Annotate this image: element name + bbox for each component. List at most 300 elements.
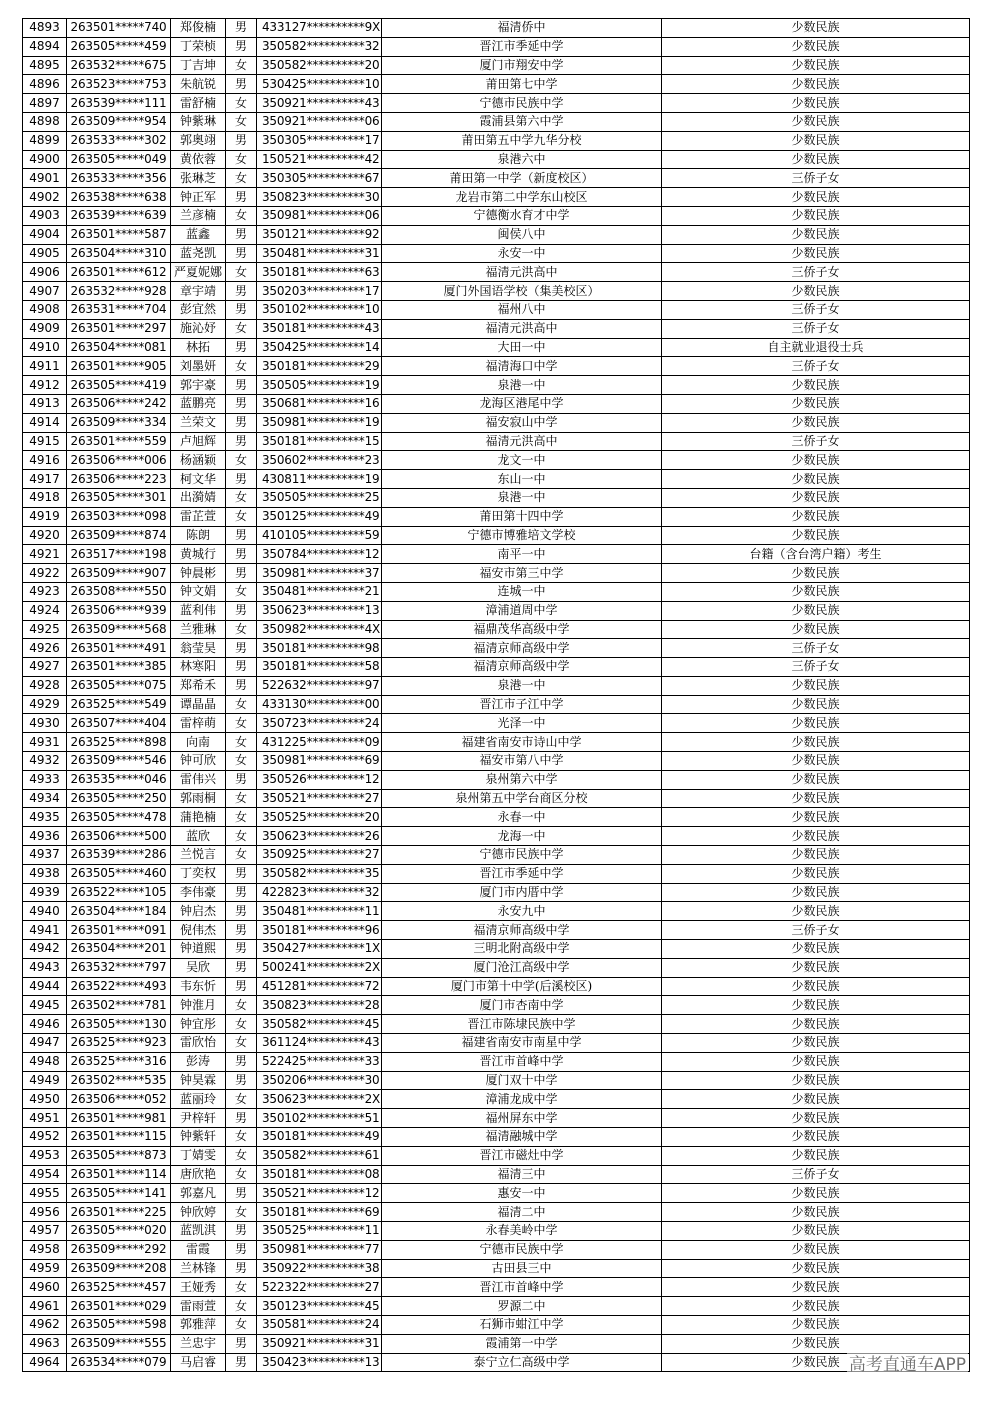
category-cell: 少数民族 [662, 620, 970, 639]
name-cell: 马启睿 [171, 1353, 226, 1372]
seq-cell: 4919 [23, 507, 67, 526]
exam-id-cell: 263505*****478 [67, 808, 171, 827]
exam-id-cell: 263509*****334 [67, 413, 171, 432]
gender-cell: 女 [226, 507, 257, 526]
school-cell: 晋江市季延中学 [382, 37, 662, 56]
gender-cell: 女 [226, 1034, 257, 1053]
seq-cell: 4963 [23, 1334, 67, 1353]
school-cell: 罗源二中 [382, 1297, 662, 1316]
exam-id-cell: 263505*****130 [67, 1015, 171, 1034]
table-row [23, 1034, 970, 1053]
table-row [23, 112, 970, 131]
seq-cell: 4944 [23, 977, 67, 996]
seq-cell: 4911 [23, 357, 67, 376]
gender-cell: 男 [226, 19, 257, 38]
category-cell: 少数民族 [662, 1240, 970, 1259]
id-card-cell: 350181**********08 [257, 1165, 382, 1184]
name-cell: 钟昊霖 [171, 1071, 226, 1090]
exam-id-cell: 263539*****111 [67, 94, 171, 113]
category-cell: 少数民族 [662, 188, 970, 207]
id-card-cell: 350481**********11 [257, 902, 382, 921]
table-row [23, 169, 970, 188]
name-cell: 钟可欣 [171, 752, 226, 771]
gender-cell: 男 [226, 282, 257, 301]
table-row [23, 620, 970, 639]
exam-id-cell: 263505*****598 [67, 1315, 171, 1334]
exam-id-cell: 263522*****493 [67, 977, 171, 996]
name-cell: 雷雨萱 [171, 1297, 226, 1316]
school-cell: 霞浦县第六中学 [382, 112, 662, 131]
id-card-cell: 350981**********19 [257, 413, 382, 432]
exam-id-cell: 263509*****954 [67, 112, 171, 131]
gender-cell: 男 [226, 940, 257, 959]
name-cell: 刘墨妍 [171, 357, 226, 376]
seq-cell: 4961 [23, 1297, 67, 1316]
name-cell: 钟道熙 [171, 940, 226, 959]
exam-id-cell: 263502*****781 [67, 996, 171, 1015]
exam-id-cell: 263509*****874 [67, 526, 171, 545]
category-cell: 少数民族 [662, 1203, 970, 1222]
table-row [23, 37, 970, 56]
exam-id-cell: 263501*****114 [67, 1165, 171, 1184]
name-cell: 严夏妮娜 [171, 263, 226, 282]
exam-id-cell: 263504*****201 [67, 940, 171, 959]
gender-cell: 女 [226, 733, 257, 752]
name-cell: 蒲艳楠 [171, 808, 226, 827]
id-card-cell: 530425**********10 [257, 75, 382, 94]
school-cell: 福州八中 [382, 300, 662, 319]
seq-cell: 4915 [23, 432, 67, 451]
gender-cell: 男 [226, 244, 257, 263]
gender-cell: 男 [226, 921, 257, 940]
table-row [23, 19, 970, 38]
name-cell: 王娅秀 [171, 1278, 226, 1297]
category-cell: 少数民族 [662, 19, 970, 38]
name-cell: 钟启杰 [171, 902, 226, 921]
exam-id-cell: 263502*****535 [67, 1071, 171, 1090]
gender-cell: 女 [226, 1015, 257, 1034]
candidate-table-body [23, 19, 970, 1372]
category-cell: 三侨子女 [662, 169, 970, 188]
name-cell: 雷舒楠 [171, 94, 226, 113]
category-cell: 少数民族 [662, 56, 970, 75]
gender-cell: 女 [226, 1146, 257, 1165]
name-cell: 蓝丽玲 [171, 1090, 226, 1109]
exam-id-cell: 263505*****020 [67, 1222, 171, 1241]
school-cell: 永安一中 [382, 244, 662, 263]
category-cell: 少数民族 [662, 1090, 970, 1109]
exam-id-cell: 263507*****404 [67, 714, 171, 733]
seq-cell: 4950 [23, 1090, 67, 1109]
exam-id-cell: 263509*****208 [67, 1259, 171, 1278]
seq-cell: 4927 [23, 658, 67, 677]
table-row [23, 545, 970, 564]
table-row [23, 564, 970, 583]
category-cell: 少数民族 [662, 150, 970, 169]
category-cell: 少数民族 [662, 37, 970, 56]
category-cell: 少数民族 [662, 676, 970, 695]
id-card-cell: 350723**********24 [257, 714, 382, 733]
seq-cell: 4929 [23, 695, 67, 714]
id-card-cell: 350521**********12 [257, 1184, 382, 1203]
gender-cell: 女 [226, 357, 257, 376]
id-card-cell: 350602**********23 [257, 451, 382, 470]
exam-id-cell: 263522*****105 [67, 883, 171, 902]
seq-cell: 4942 [23, 940, 67, 959]
school-cell: 霞浦第一中学 [382, 1334, 662, 1353]
seq-cell: 4894 [23, 37, 67, 56]
id-card-cell: 350925**********27 [257, 846, 382, 865]
candidate-table [22, 18, 970, 1372]
table-row [23, 1203, 970, 1222]
id-card-cell: 350203**********17 [257, 282, 382, 301]
category-cell: 少数民族 [662, 827, 970, 846]
table-row [23, 357, 970, 376]
table-row [23, 1222, 970, 1241]
table-row [23, 676, 970, 695]
school-cell: 莆田第一中学（新度校区） [382, 169, 662, 188]
category-cell: 少数民族 [662, 488, 970, 507]
table-row [23, 639, 970, 658]
table-row [23, 1184, 970, 1203]
gender-cell: 男 [226, 770, 257, 789]
table-row [23, 1015, 970, 1034]
gender-cell: 男 [226, 376, 257, 395]
seq-cell: 4933 [23, 770, 67, 789]
seq-cell: 4928 [23, 676, 67, 695]
gender-cell: 男 [226, 977, 257, 996]
id-card-cell: 350921**********31 [257, 1334, 382, 1353]
category-cell: 少数民族 [662, 1052, 970, 1071]
category-cell: 少数民族 [662, 507, 970, 526]
school-cell: 福鼎茂华高级中学 [382, 620, 662, 639]
category-cell: 少数民族 [662, 940, 970, 959]
exam-id-cell: 263533*****356 [67, 169, 171, 188]
gender-cell: 女 [226, 451, 257, 470]
gender-cell: 女 [226, 112, 257, 131]
seq-cell: 4918 [23, 488, 67, 507]
exam-id-cell: 263501*****612 [67, 263, 171, 282]
exam-id-cell: 263509*****568 [67, 620, 171, 639]
school-cell: 龙海区港尾中学 [382, 394, 662, 413]
table-row [23, 150, 970, 169]
id-card-cell: 350526**********12 [257, 770, 382, 789]
table-row [23, 958, 970, 977]
school-cell: 厦门市杏南中学 [382, 996, 662, 1015]
exam-id-cell: 263501*****587 [67, 225, 171, 244]
id-card-cell: 350582**********45 [257, 1015, 382, 1034]
school-cell: 福清二中 [382, 1203, 662, 1222]
gender-cell: 男 [226, 75, 257, 94]
exam-id-cell: 263531*****704 [67, 300, 171, 319]
gender-cell: 女 [226, 263, 257, 282]
seq-cell: 4900 [23, 150, 67, 169]
gender-cell: 男 [226, 601, 257, 620]
exam-id-cell: 263501*****491 [67, 639, 171, 658]
seq-cell: 4934 [23, 789, 67, 808]
id-card-cell: 350121**********92 [257, 225, 382, 244]
name-cell: 钟宜彤 [171, 1015, 226, 1034]
category-cell: 少数民族 [662, 789, 970, 808]
category-cell: 台籍（含台湾户籍）考生 [662, 545, 970, 564]
id-card-cell: 431225**********09 [257, 733, 382, 752]
category-cell: 少数民族 [662, 526, 970, 545]
exam-id-cell: 263505*****049 [67, 150, 171, 169]
exam-id-cell: 263506*****500 [67, 827, 171, 846]
category-cell: 少数民族 [662, 75, 970, 94]
id-card-cell: 350125**********49 [257, 507, 382, 526]
category-cell: 少数民族 [662, 1222, 970, 1241]
table-row [23, 1259, 970, 1278]
exam-id-cell: 263501*****115 [67, 1128, 171, 1147]
seq-cell: 4913 [23, 394, 67, 413]
seq-cell: 4937 [23, 846, 67, 865]
category-cell: 自主就业退役士兵 [662, 338, 970, 357]
id-card-cell: 350181**********15 [257, 432, 382, 451]
seq-cell: 4908 [23, 300, 67, 319]
name-cell: 蓝欣 [171, 827, 226, 846]
table-row [23, 1315, 970, 1334]
exam-id-cell: 263501*****091 [67, 921, 171, 940]
seq-cell: 4943 [23, 958, 67, 977]
name-cell: 兰悦言 [171, 846, 226, 865]
seq-cell: 4962 [23, 1315, 67, 1334]
id-card-cell: 350181**********98 [257, 639, 382, 658]
school-cell: 泉港一中 [382, 488, 662, 507]
school-cell: 闽侯八中 [382, 225, 662, 244]
seq-cell: 4905 [23, 244, 67, 263]
school-cell: 福清融城中学 [382, 1128, 662, 1147]
gender-cell: 女 [226, 789, 257, 808]
name-cell: 丁婧雯 [171, 1146, 226, 1165]
table-row [23, 1128, 970, 1147]
table-row [23, 470, 970, 489]
exam-id-cell: 263525*****923 [67, 1034, 171, 1053]
gender-cell: 女 [226, 1203, 257, 1222]
school-cell: 南平一中 [382, 545, 662, 564]
table-row [23, 846, 970, 865]
gender-cell: 男 [226, 676, 257, 695]
gender-cell: 男 [226, 902, 257, 921]
table-row [23, 225, 970, 244]
school-cell: 晋江市磁灶中学 [382, 1146, 662, 1165]
seq-cell: 4909 [23, 319, 67, 338]
category-cell: 少数民族 [662, 846, 970, 865]
gender-cell: 男 [226, 37, 257, 56]
seq-cell: 4917 [23, 470, 67, 489]
school-cell: 福清京师高级中学 [382, 658, 662, 677]
name-cell: 张琳芝 [171, 169, 226, 188]
school-cell: 永春一中 [382, 808, 662, 827]
category-cell: 少数民族 [662, 582, 970, 601]
seq-cell: 4914 [23, 413, 67, 432]
school-cell: 晋江市子江中学 [382, 695, 662, 714]
seq-cell: 4930 [23, 714, 67, 733]
exam-id-cell: 263506*****242 [67, 394, 171, 413]
category-cell: 少数民族 [662, 1353, 970, 1372]
school-cell: 福安寂山中学 [382, 413, 662, 432]
gender-cell: 男 [226, 1240, 257, 1259]
school-cell: 晋江市首峰中学 [382, 1278, 662, 1297]
exam-id-cell: 263539*****639 [67, 206, 171, 225]
id-card-cell: 350425**********14 [257, 338, 382, 357]
school-cell: 泰宁立仁高级中学 [382, 1353, 662, 1372]
id-card-cell: 350582**********20 [257, 56, 382, 75]
name-cell: 卢旭辉 [171, 432, 226, 451]
name-cell: 彭涛 [171, 1052, 226, 1071]
name-cell: 蓝鑫 [171, 225, 226, 244]
exam-id-cell: 263539*****286 [67, 846, 171, 865]
name-cell: 朱航锐 [171, 75, 226, 94]
seq-cell: 4924 [23, 601, 67, 620]
id-card-cell: 350181**********63 [257, 263, 382, 282]
category-cell: 少数民族 [662, 770, 970, 789]
name-cell: 郭雨桐 [171, 789, 226, 808]
seq-cell: 4923 [23, 582, 67, 601]
category-cell: 三侨子女 [662, 658, 970, 677]
seq-cell: 4901 [23, 169, 67, 188]
school-cell: 宁德市民族中学 [382, 846, 662, 865]
id-card-cell: 500241**********2X [257, 958, 382, 977]
gender-cell: 男 [226, 131, 257, 150]
category-cell: 少数民族 [662, 1278, 970, 1297]
table-row [23, 977, 970, 996]
school-cell: 泉州第五中学台商区分校 [382, 789, 662, 808]
gender-cell: 男 [226, 883, 257, 902]
school-cell: 福清侨中 [382, 19, 662, 38]
school-cell: 厦门双十中学 [382, 1071, 662, 1090]
exam-id-cell: 263534*****079 [67, 1353, 171, 1372]
seq-cell: 4897 [23, 94, 67, 113]
seq-cell: 4947 [23, 1034, 67, 1053]
category-cell: 三侨子女 [662, 921, 970, 940]
seq-cell: 4902 [23, 188, 67, 207]
id-card-cell: 350582**********35 [257, 864, 382, 883]
exam-id-cell: 263503*****098 [67, 507, 171, 526]
category-cell: 少数民族 [662, 864, 970, 883]
id-card-cell: 433127**********9X [257, 19, 382, 38]
category-cell: 少数民族 [662, 1184, 970, 1203]
category-cell: 少数民族 [662, 225, 970, 244]
id-card-cell: 350921**********43 [257, 94, 382, 113]
name-cell: 雷梓萌 [171, 714, 226, 733]
table-row [23, 582, 970, 601]
table-row [23, 695, 970, 714]
gender-cell: 男 [226, 526, 257, 545]
category-cell: 三侨子女 [662, 319, 970, 338]
school-cell: 福清京师高级中学 [382, 921, 662, 940]
table-row [23, 206, 970, 225]
table-row [23, 789, 970, 808]
id-card-cell: 350623**********26 [257, 827, 382, 846]
name-cell: 李伟豪 [171, 883, 226, 902]
category-cell: 三侨子女 [662, 357, 970, 376]
seq-cell: 4926 [23, 639, 67, 658]
table-row [23, 808, 970, 827]
category-cell: 少数民族 [662, 1315, 970, 1334]
gender-cell: 女 [226, 714, 257, 733]
school-cell: 泉港六中 [382, 150, 662, 169]
name-cell: 黄城行 [171, 545, 226, 564]
school-cell: 宁德市民族中学 [382, 1240, 662, 1259]
exam-id-cell: 263532*****928 [67, 282, 171, 301]
exam-id-cell: 263504*****184 [67, 902, 171, 921]
table-row [23, 1278, 970, 1297]
table-row [23, 507, 970, 526]
exam-id-cell: 263509*****907 [67, 564, 171, 583]
school-cell: 永安九中 [382, 902, 662, 921]
gender-cell: 男 [226, 958, 257, 977]
seq-cell: 4960 [23, 1278, 67, 1297]
school-cell: 泉港一中 [382, 676, 662, 695]
table-row [23, 940, 970, 959]
gender-cell: 男 [226, 1109, 257, 1128]
id-card-cell: 150521**********42 [257, 150, 382, 169]
table-row [23, 1334, 970, 1353]
table-row [23, 1052, 970, 1071]
exam-id-cell: 263505*****419 [67, 376, 171, 395]
gender-cell: 女 [226, 488, 257, 507]
exam-id-cell: 263532*****675 [67, 56, 171, 75]
category-cell: 三侨子女 [662, 263, 970, 282]
name-cell: 钟正军 [171, 188, 226, 207]
exam-id-cell: 263501*****559 [67, 432, 171, 451]
name-cell: 兰雅琳 [171, 620, 226, 639]
id-card-cell: 350582**********32 [257, 37, 382, 56]
category-cell: 少数民族 [662, 601, 970, 620]
name-cell: 郑俊楠 [171, 19, 226, 38]
gender-cell: 女 [226, 169, 257, 188]
id-card-cell: 350525**********20 [257, 808, 382, 827]
exam-id-cell: 263501*****297 [67, 319, 171, 338]
gender-cell: 男 [226, 1259, 257, 1278]
exam-id-cell: 263525*****898 [67, 733, 171, 752]
school-cell: 泉州第六中学 [382, 770, 662, 789]
school-cell: 福建省南安市南星中学 [382, 1034, 662, 1053]
table-row [23, 1240, 970, 1259]
name-cell: 雷欣怡 [171, 1034, 226, 1053]
name-cell: 林拓 [171, 338, 226, 357]
exam-id-cell: 263509*****292 [67, 1240, 171, 1259]
table-row [23, 658, 970, 677]
gender-cell: 女 [226, 206, 257, 225]
category-cell: 少数民族 [662, 1297, 970, 1316]
school-cell: 龙文一中 [382, 451, 662, 470]
table-row [23, 1353, 970, 1372]
school-cell: 东山一中 [382, 470, 662, 489]
id-card-cell: 350423**********13 [257, 1353, 382, 1372]
exam-id-cell: 263501*****981 [67, 1109, 171, 1128]
table-row [23, 1146, 970, 1165]
seq-cell: 4964 [23, 1353, 67, 1372]
gender-cell: 女 [226, 996, 257, 1015]
id-card-cell: 350206**********30 [257, 1071, 382, 1090]
school-cell: 龙岩市第二中学东山校区 [382, 188, 662, 207]
id-card-cell: 350623**********2X [257, 1090, 382, 1109]
school-cell: 连城一中 [382, 582, 662, 601]
school-cell: 厦门市翔安中学 [382, 56, 662, 75]
category-cell: 少数民族 [662, 131, 970, 150]
id-card-cell: 350427**********1X [257, 940, 382, 959]
category-cell: 少数民族 [662, 1146, 970, 1165]
table-row [23, 94, 970, 113]
gender-cell: 女 [226, 56, 257, 75]
id-card-cell: 350181**********69 [257, 1203, 382, 1222]
seq-cell: 4899 [23, 131, 67, 150]
id-card-cell: 361124**********43 [257, 1034, 382, 1053]
id-card-cell: 350481**********31 [257, 244, 382, 263]
seq-cell: 4935 [23, 808, 67, 827]
